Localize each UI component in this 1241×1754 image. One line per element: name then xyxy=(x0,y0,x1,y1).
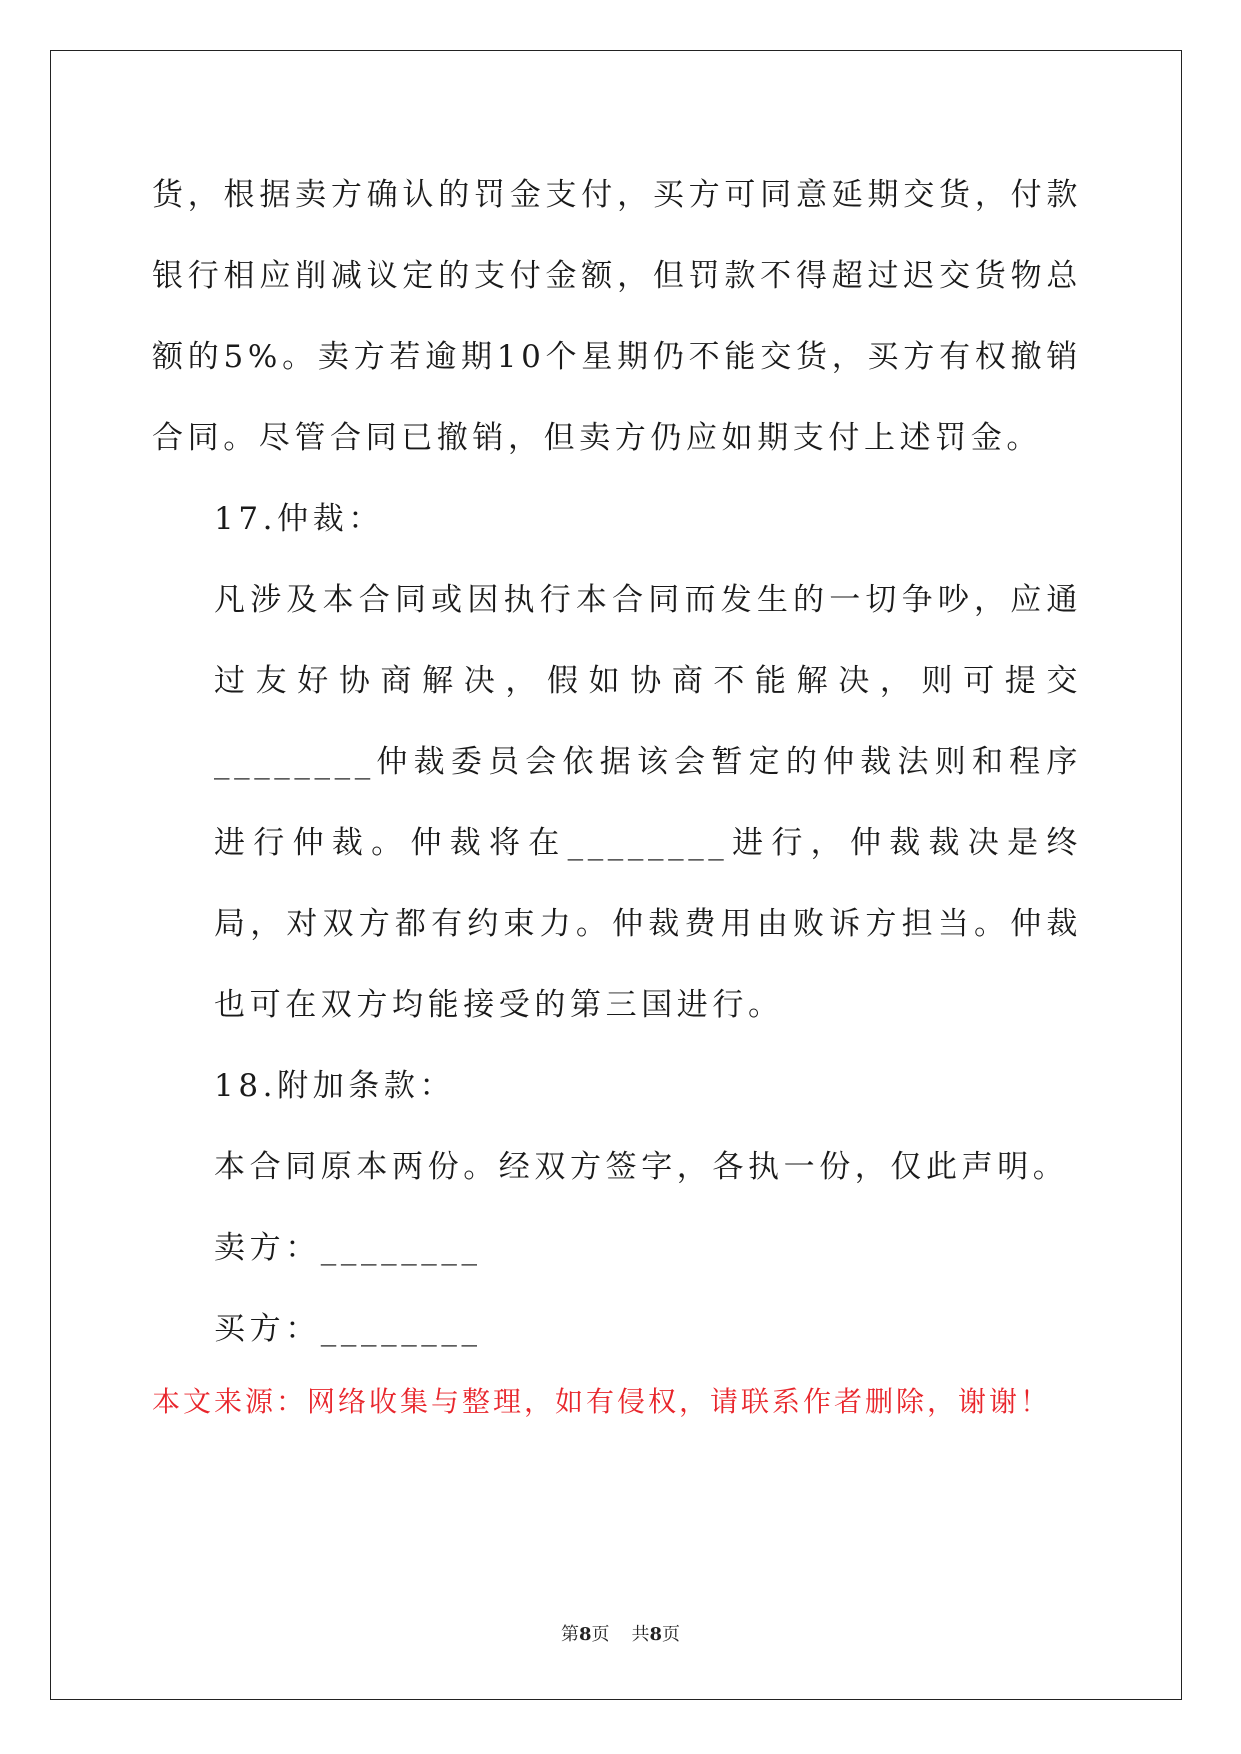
section-heading-arbitration: 17.仲裁： xyxy=(214,501,384,537)
paragraph-penalty-continuation: 货，根据卖方确认的罚金支付，买方可同意延期交货，付款银行相应削减议定的支付金额，但罚款不得超过迟交货物总额的5%。卖方若逾期10个星期仍不能交货，买方有权撤销合同。尽管合同已撤销，但卖方仍应如期支付上述罚金。 xyxy=(152,177,1082,456)
page-prefix: 第 xyxy=(560,1624,579,1645)
page-unit: 页 xyxy=(591,1624,610,1645)
section-heading-additional-terms: 18.附加条款： xyxy=(214,1068,456,1104)
total-prefix: 共 xyxy=(631,1624,650,1645)
page-current: 8 xyxy=(578,1624,592,1645)
paragraph-arbitration: 凡涉及本合同或因执行本合同而发生的一切争吵，应通过友好协商解决，假如协商不能解决，则可提交________仲裁委员会依据该会暂定的仲裁法则和程序进行仲裁。仲裁将在________进行，仲裁裁决是终局，对双方都有约束力。仲裁费用由败诉方担当。仲裁也可在双方均能接受的第三国进行。 xyxy=(214,582,1082,1023)
page-footer xyxy=(0,1620,1241,1646)
buyer-signature-line: 买方：________ xyxy=(214,1311,482,1347)
seller-signature-line: 卖方：________ xyxy=(214,1230,482,1266)
page-total: 8 xyxy=(649,1624,663,1645)
paragraph-copies: 本合同原本两份。经双方签字，各执一份，仅此声明。 xyxy=(214,1149,1069,1185)
total-unit: 页 xyxy=(662,1624,681,1645)
source-notice: 本文来源：网络收集与整理，如有侵权，请联系作者删除，谢谢！ xyxy=(152,1385,1052,1418)
document-body xyxy=(152,155,1082,1370)
